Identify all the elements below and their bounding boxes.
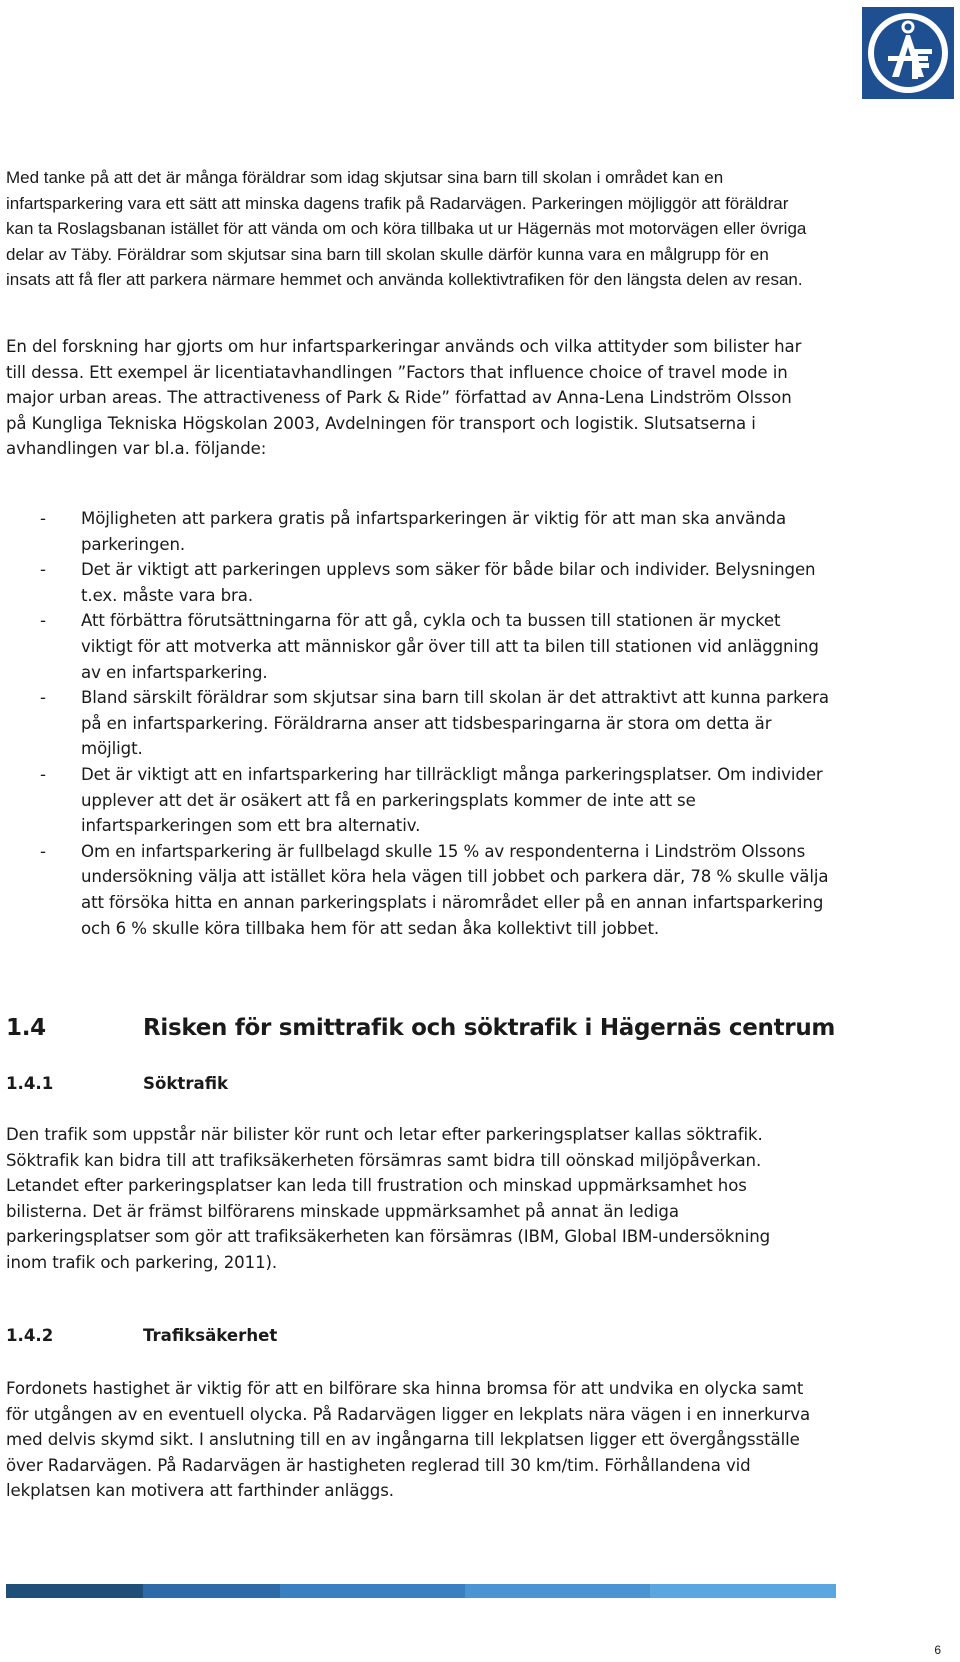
page-number: 6 <box>934 1643 941 1657</box>
footer-bar-segment <box>465 1584 650 1598</box>
footer-bar-segment <box>280 1584 465 1598</box>
list-dash: - <box>40 560 46 580</box>
af-logo <box>862 7 954 99</box>
list-item-text: Bland särskilt föräldrar som skjutsar sina barn till skolan är det attraktivt att kunna parkera på en infartsparkering. Föräldrarna anser att tidsbesparingarna är stora om detta är möjligt. <box>81 688 829 759</box>
list-item <box>0 762 830 839</box>
subsection-heading-2 <box>6 1324 277 1348</box>
subsection-title: Söktrafik <box>143 1074 229 1093</box>
section-number: 1.4 <box>6 1015 46 1041</box>
subsection-1-body: Den trafik som uppstår när bilister kör runt och letar efter parkeringsplatser kallas söktrafik. Söktrafik kan bidra till att trafiksäkerheten försämras samt bidra till oönskad miljöpåverkan. Letandet efter parkeringsplatser kan leda till frustration och minskad uppmärksamhet hos bilisterna. Det är främst bilförarens minskade uppmärksamhet på annat än lediga parkeringsplatser som gör att trafiksäkerheten kan försämras (IBM, Global IBM-undersökning inom trafik och parkering, 2011). <box>6 1125 771 1272</box>
footer-color-bar <box>6 1584 836 1598</box>
footer-bar-segment <box>6 1584 143 1598</box>
list-dash: - <box>40 764 46 784</box>
subsection-number: 1.4.2 <box>6 1326 54 1345</box>
intro-paragraph-1: Med tanke på att det är många föräldrar som idag skjutsar sina barn till skolan i området kan en infartsparkering vara ett sätt att minska dagens trafik på Radarvägen. Parkeringen möjliggör att föräldrar kan ta Roslagsbanan istället för att vända om och köra tillbaka ut ur Hägernäs mot motorvägen eller övriga delar av Täby. Föräldrar som skjutsar sina barn till skolan skulle därför kunna vara en målgrupp för en insats att få fler att parkera närmare hemmet och använda kollektivtrafiken för den längsta delen av resan. <box>6 168 807 290</box>
af-logo-emblem <box>862 7 954 99</box>
footer-bar-segment <box>143 1584 280 1598</box>
list-item <box>0 557 830 608</box>
subsection-title: Trafiksäkerhet <box>143 1326 278 1345</box>
list-item <box>0 839 830 941</box>
list-dash: - <box>40 611 46 631</box>
list-dash: - <box>40 509 46 528</box>
list-dash: - <box>40 688 46 708</box>
list-item-text: Om en infartsparkering är fullbelagd skulle 15 % av respondenterna i Lindström Olssons undersökning välja att istället köra hela vägen till jobbet och parkera där, 78 % skulle välja att försöka hitta en annan parkeringsplats i närområdet eller på en annan infartsparkering och 6 % skulle köra tillbaka hem för att sedan åka kollektivt till jobbet. <box>81 841 829 938</box>
section-heading <box>6 1013 835 1043</box>
intro-paragraph-2: En del forskning har gjorts om hur infartsparkeringar används och vilka attityder som bilister har till dessa. Ett exempel är licentiatavhandlingen ”Factors that influence choice of travel mode in major urban areas. The attractiveness of Park & Ride” författad av Anna-Lena Lindström Olsson på Kungliga Tekniska Högskolan 2003, Avdelningen för transport och logistik. Slutsatserna i avhandlingen var bl.a. följande: <box>6 337 802 459</box>
list-item <box>0 685 830 762</box>
section-title: Risken för smittrafik och söktrafik i Hägernäs centrum <box>143 1015 836 1041</box>
subsection-2-body: Fordonets hastighet är viktig för att en bilförare ska hinna bromsa för att undvika en olycka samt för utgången av en eventuell olycka. På Radarvägen ligger en lekplats nära vägen i en innerkurva med delvis skymd sikt. I anslutning till en av ingångarna till lekplatsen ligger ett övergångsställe över Radarvägen. På Radarvägen är hastigheten reglerad till 30 km/tim. Förhållandena vid lekplatsen kan motivera att farthinder anläggs. <box>6 1379 811 1501</box>
list-item-text: Det är viktigt att parkeringen upplevs som säker för både bilar och individer. Belysningen t.ex. måste vara bra. <box>81 560 816 605</box>
footer-bar-segment <box>650 1584 836 1598</box>
list-item-text: Att förbättra förutsättningarna för att gå, cykla och ta bussen till stationen är mycket viktigt för att motverka att människor går över till att ta bilen till stationen vid anläggning av en infartsparkering. <box>81 611 819 682</box>
list-item-text: Möjligheten att parkera gratis på infartsparkeringen är viktig för att man ska använda parkeringen. <box>81 509 787 554</box>
list-item <box>0 608 830 685</box>
list-dash: - <box>40 841 46 861</box>
list-item-text: Det är viktigt att en infartsparkering har tillräckligt många parkeringsplatser. Om individer upplever att det är osäkert att få en parkeringsplats kommer de inte att se infartsparkeringen som ett bra alternativ. <box>81 764 823 836</box>
list-item <box>0 506 830 557</box>
subsection-heading-1 <box>6 1072 228 1096</box>
subsection-number: 1.4.1 <box>6 1074 54 1093</box>
findings-list <box>0 506 830 941</box>
